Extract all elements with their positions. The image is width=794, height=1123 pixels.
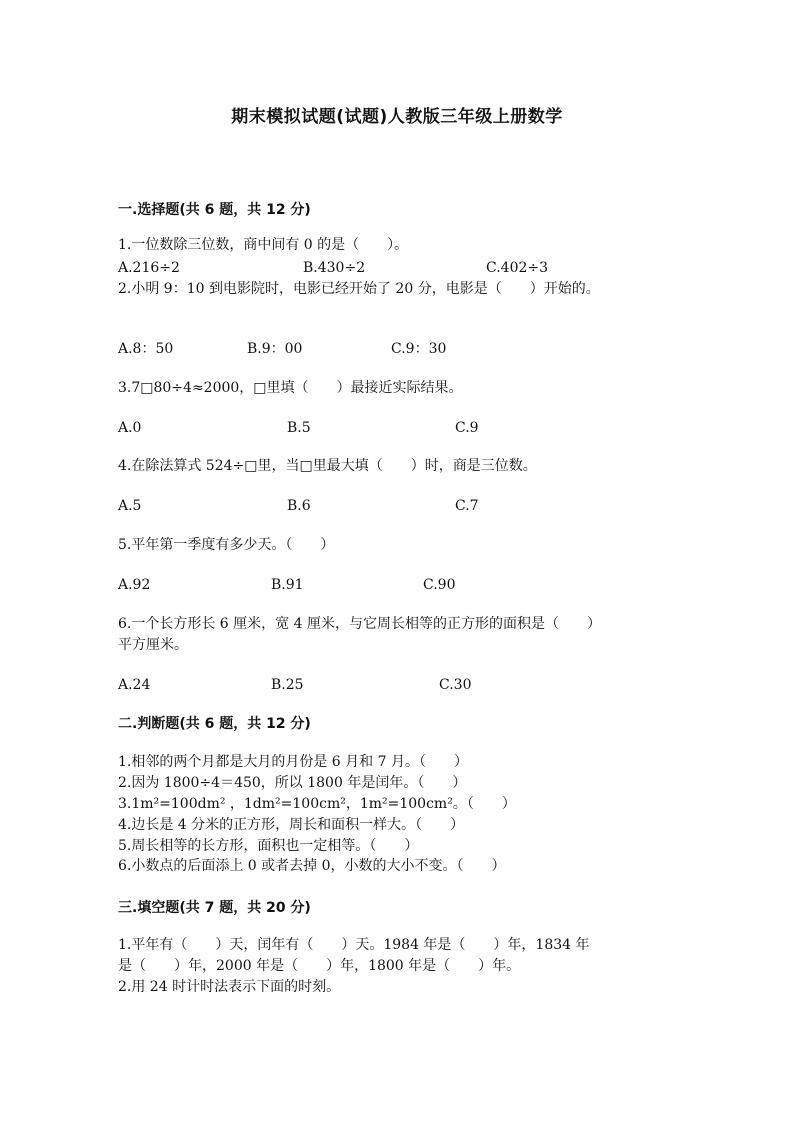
option-a: A.24 [118,677,151,693]
option-b: B.6 [287,498,311,514]
question-text: 2.小明 9：10 到电影院时，电影已经开始了 20 分，电影是（ ）开始的。 [118,281,600,297]
option-c: C.90 [423,577,456,593]
question-text: 1.一位数除三位数，商中间有 0 的是（ ）。 [118,237,409,253]
option-b: B.91 [271,577,304,593]
question-text: 3.1m²=100dm² ，1dm²=100cm²，1m²=100cm²。（ ） [118,796,516,812]
question-text: 4.在除法算式 524÷□里，当□里最大填（ ）时，商是三位数。 [118,458,537,474]
section-heading-fill-in: 三.填空题(共 7 题，共 20 分) [118,900,311,916]
option-c: C.402÷3 [486,260,549,276]
option-a: A.216÷2 [118,260,180,276]
question-text: 4.边长是 4 分米的正方形，周长和面积一样大。（ ） [118,817,465,833]
option-a: A.5 [118,498,142,514]
page-title: 期末模拟试题(试题)人教版三年级上册数学 [231,107,563,127]
question-text: 5.平年第一季度有多少天。（ ） [118,537,335,553]
question-text: 1.平年有（ ）天，闰年有（ ）天。1984 年是（ ）年，1834 年 [118,937,590,953]
question-text: 6.一个长方形长 6 厘米，宽 4 厘米，与它周长相等的正方形的面积是（ ） [118,616,601,632]
question-text: 6.小数点的后面添上 0 或者去掉 0，小数的大小不变。（ ） [118,858,506,874]
question-text: 5.周长相等的长方形，面积也一定相等。（ ） [118,838,419,854]
question-text-continued: 是（ ）年，2000 年是（ ）年，1800 年是（ ）年。 [118,958,521,974]
option-a: A.0 [118,420,142,436]
question-text: 1.相邻的两个月都是大月的月份是 6 月和 7 月。（ ） [118,754,468,770]
section-heading-judgement: 二.判断题(共 6 题，共 12 分) [118,716,311,732]
question-text: 2.用 24 时计时法表示下面的时刻。 [118,979,341,995]
option-a: A.92 [118,577,151,593]
option-a: A.8：50 [118,341,174,357]
question-text: 3.7□80÷4≈2000，□里填（ ）最接近实际结果。 [118,380,463,396]
option-b: B.5 [287,420,311,436]
question-text: 2.因为 1800÷4＝450，所以 1800 年是闰年。（ ） [118,775,467,791]
question-text-continued: 平方厘米。 [118,637,188,653]
option-c: C.9 [455,420,479,436]
section-heading-choice: 一.选择题(共 6 题，共 12 分) [118,202,311,218]
option-b: B.430÷2 [303,260,366,276]
option-c: C.30 [439,677,472,693]
option-c: C.9：30 [391,341,447,357]
option-c: C.7 [455,498,479,514]
option-b: B.9：00 [247,341,303,357]
option-b: B.25 [271,677,304,693]
